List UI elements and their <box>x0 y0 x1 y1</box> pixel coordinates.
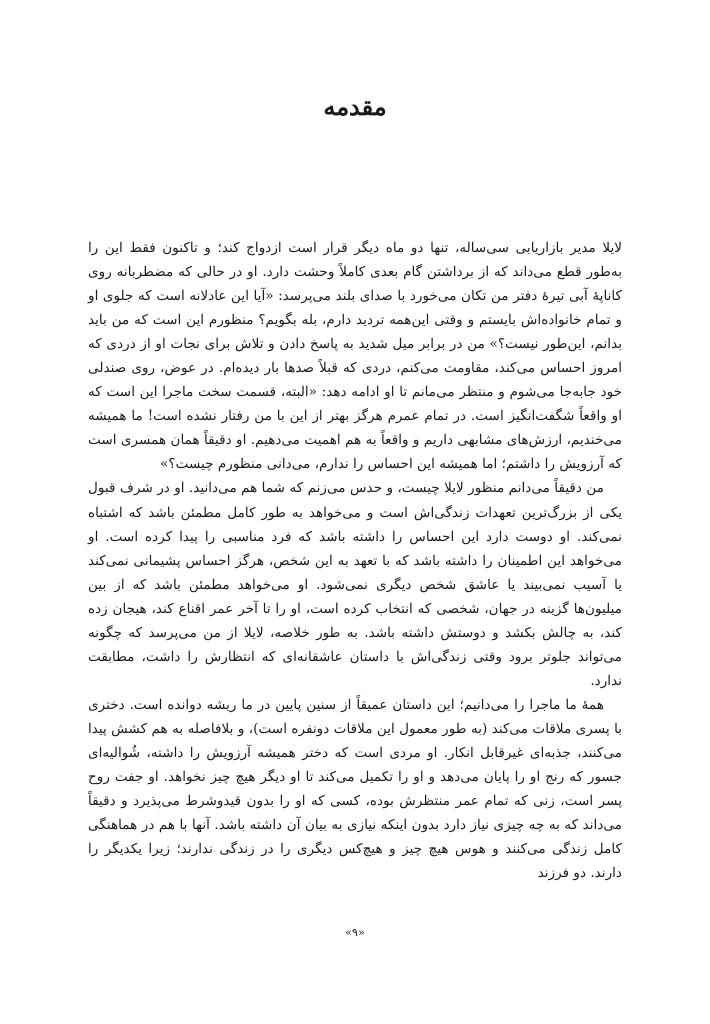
paragraph-3: همهٔ ما ماجرا را می‌دانیم؛ این داستان عمیقاً از سنین پایین در ما ریشه دوانده است. دختری با پسری ملاقات می‌کند (به طور معمول این ملاقات دونفره است)، و بلافاصله به هم کشش پیدا می‌کنند، جذبه‌ای غیرقابل انکار. او مردی است که دختر همیشه آرزویش را داشته، شُوالیه‌ای جسور که رنج او را پایان می‌دهد و او را تکمیل می‌کند تا او دیگر هیچ چیز نخواهد. او جفت روح پسر است، زنی که تمام عمر منتظرش بوده، کسی که او را بدون قیدوشرط می‌پذیرد و دقیقاً می‌داند که به چه چیزی نیاز دارد بدون اینکه نیازی به بیان آن داشته باشد. آنها با هم در هماهنگی کامل زندگی می‌کنند و هوس هیچ چیز و هیچ‌کس دیگری را در زندگی ندارند؛ زیرا یکدیگر را دارند. دو فرزند <box>88 696 622 882</box>
page-title: مقدمه <box>323 92 387 121</box>
body-text <box>88 236 622 885</box>
page-number: «۹» <box>345 926 365 939</box>
paragraph-2: من دقیقاً می‌دانم منظور لایلا چیست، و حدس می‌زنم که شما هم می‌دانید. او در شرف قبول یکی از بزرگ‌ترین تعهدات زندگی‌اش است و می‌خواهد به طور کامل مطمئن باشد که اشتباه نمی‌کند. او دوست دارد این احساس را داشته باشد که فرد مناسبی را پیدا کرده است. او می‌خواهد این اطمینان را داشته باشد که با تعهد به این شخص، هرگز احساس پشیمانی نمی‌کند یا آسیب نمی‌بیند یا عاشق شخص دیگری نمی‌شود. او می‌خواهد مطمئن باشد که از بین میلیون‌ها گزینه در جهان، شخصی که انتخاب کرده است، او را تا آخر عمر اقناع کند، هیجان زده کند، به چالش بکشد و دوستش داشته باشد. به طور خلاصه، لایلا از من می‌پرسد که چگونه می‌تواند جلوتر برود وقتی زندگی‌اش با داستان عاشقانه‌ای که انتظارش را داشت، مطابقت ندارد. <box>88 480 622 689</box>
paragraph-1: لایلا مدیر بازاریابی سی‌ساله، تنها دو ماه دیگر قرار است ازدواج کند؛ و تاکنون فقط این را به‌طور قطع می‌داند که از برداشتن گام بعدی کاملاً وحشت دارد. او در حالی که مضطربانه روی کاناپهٔ آبی تیرهٔ دفتر من تکان می‌خورد با صدای بلند می‌پرسد: «آیا این عادلانه است که جلوی او و تمام خانواده‌اش بایستم و وقتی این‌همه تردید دارم، بله بگویم؟ منظورم این است که من باید بدانم، این‌طور نیست؟» من در برابر میل شدید به پاسخ دادن و تلاش برای نجات او از دردی که امروز احساس می‌کند، مقاومت می‌کنم، دردی که قبلاً صدها بار دیده‌ام. در عوض، روی صندلی خود جابه‌جا می‌شوم و منتظر می‌مانم تا او ادامه دهد: «البته، قسمت سخت ماجرا این است که او واقعاً شگفت‌انگیز است. در تمام عمرم هرگز بهتر از این با من رفتار نشده است! ما همیشه می‌خندیم، ارزش‌های مشابهی داریم و واقعاً به هم اهمیت می‌دهیم. او دقیقاً همان همسری است که آرزویش را داشتم؛ اما همیشه این احساس را ندارم، می‌دانی منظورم چیست؟» <box>88 240 622 473</box>
